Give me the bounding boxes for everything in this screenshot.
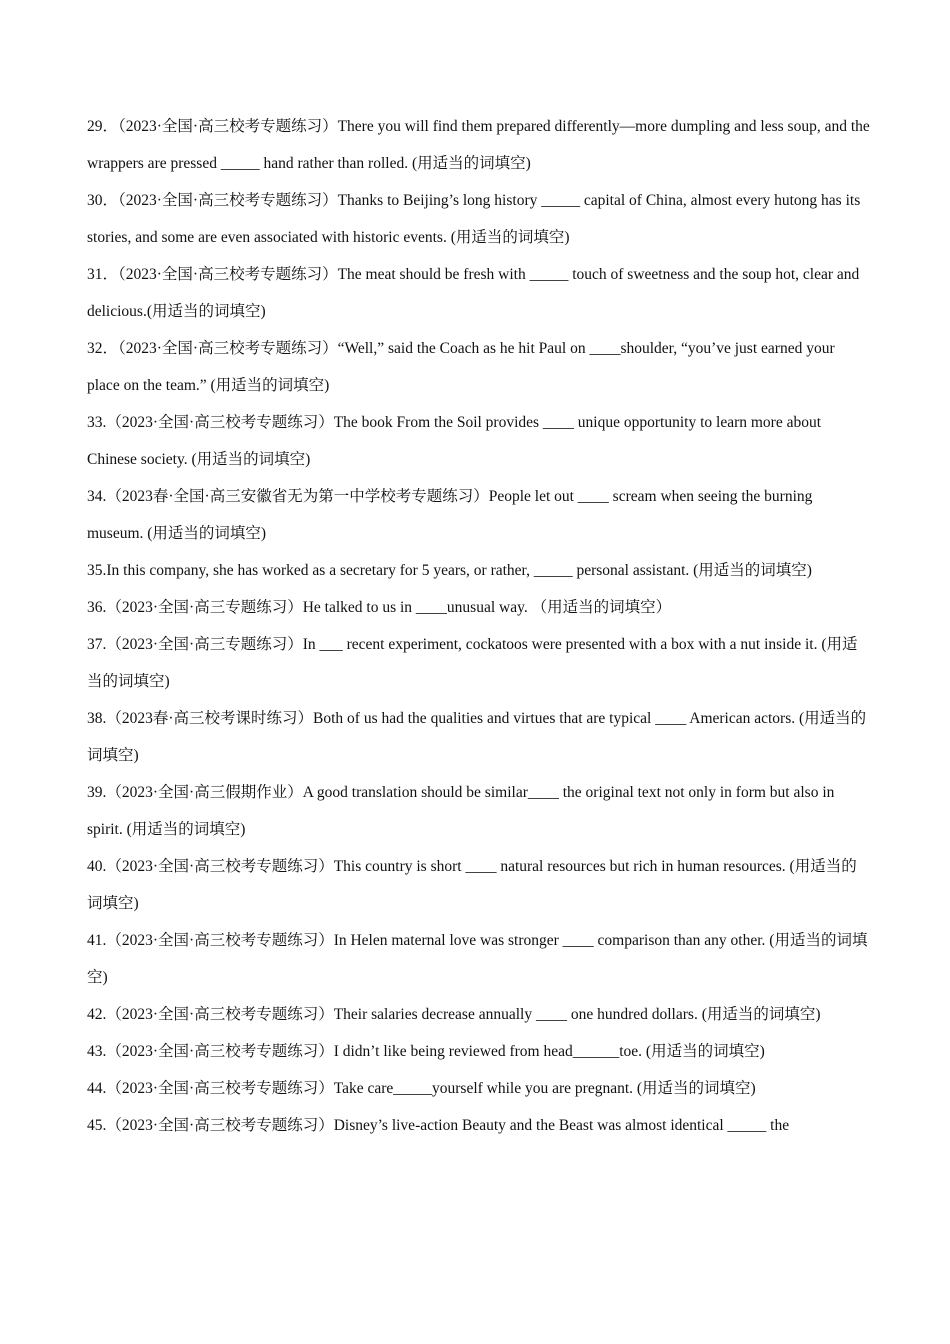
question-text: （2023春·全国·高三安徽省无为第一中学校考专题练习）People let out ____ scream when seeing the burning museum. (用适当的词填空): [87, 488, 813, 542]
question-text: （2023·全国·高三专题练习）He talked to us in ____unusual way. （用适当的词填空）: [106, 599, 672, 616]
question-number: 32．: [87, 340, 119, 357]
question-number: 44.: [87, 1080, 107, 1097]
question-item: [87, 700, 870, 774]
question-text: （2023春·高三校考课时练习）Both of us had the qualities and virtues that are typical ____ American actors. (用适当的词填空): [87, 710, 867, 764]
question-item: [87, 330, 870, 404]
question-item: [87, 922, 870, 996]
question-number: 30．: [87, 192, 119, 209]
question-text: （2023·全国·高三校考专题练习）“Well,” said the Coach as he hit Paul on ____shoulder, “you’ve just earned your place on the team.” (用适当的词填空): [87, 340, 835, 394]
question-item: [87, 478, 870, 552]
question-item: [87, 256, 870, 330]
question-number: 29．: [87, 118, 119, 135]
question-text: （2023·全国·高三假期作业）A good translation should be similar____ the original text not only in form but also in spirit. (用适当的词填空): [87, 784, 835, 838]
question-text: （2023·全国·高三校考专题练习）The meat should be fresh with _____ touch of sweetness and the soup hot, clear and delicious.(用适当的词填空): [87, 266, 860, 320]
question-number: 35.: [87, 562, 107, 579]
question-number: 36.: [87, 599, 107, 616]
question-text: （2023·全国·高三校考专题练习）There you will find them prepared differently—more dumpling and less soup, and the wrappers are pressed _____ hand rather than rolled. (用适当的词填空): [87, 118, 870, 172]
question-number: 33.: [87, 414, 107, 431]
question-item: [87, 1033, 870, 1070]
question-text: （2023·全国·高三校考专题练习）The book From the Soil provides ____ unique opportunity to learn more about Chinese society. (用适当的词填空): [87, 414, 822, 468]
question-number: 39.: [87, 784, 107, 801]
question-item: [87, 182, 870, 256]
question-text: （2023·全国·高三校考专题练习）In Helen maternal love was stronger ____ comparison than any other. (用适当的词填空): [87, 932, 868, 986]
question-number: 42.: [87, 1006, 107, 1023]
question-item: [87, 108, 870, 182]
question-number: 38.: [87, 710, 107, 727]
question-text: （2023·全国·高三校考专题练习）I didn’t like being reviewed from head______toe. (用适当的词填空): [106, 1043, 765, 1060]
question-number: 45.: [87, 1117, 107, 1134]
question-item: [87, 589, 870, 626]
question-text: （2023·全国·高三校考专题练习）This country is short ____ natural resources but rich in human resources. (用适当的词填空): [87, 858, 857, 912]
question-number: 34.: [87, 488, 107, 505]
question-item: [87, 552, 870, 589]
question-number: 37.: [87, 636, 107, 653]
question-number: 31．: [87, 266, 119, 283]
question-text: （2023·全国·高三校考专题练习）Their salaries decrease annually ____ one hundred dollars. (用适当的词填空): [106, 1006, 821, 1023]
question-item: [87, 774, 870, 848]
question-text: （2023·全国·高三校考专题练习）Take care_____yourself while you are pregnant. (用适当的词填空): [106, 1080, 756, 1097]
question-text: （2023·全国·高三校考专题练习）Thanks to Beijing’s long history _____ capital of China, almost every hutong has its stories, and some are even associated with historic events. (用适当的词填空): [87, 192, 861, 246]
question-number: 40.: [87, 858, 107, 875]
question-number: 41.: [87, 932, 107, 949]
question-item: [87, 1070, 870, 1107]
question-text: （2023·全国·高三校考专题练习）Disney’s live-action Beauty and the Beast was almost identical _____ the: [106, 1117, 790, 1134]
question-text: In this company, she has worked as a secretary for 5 years, or rather, _____ personal assistant. (用适当的词填空): [106, 562, 812, 579]
question-item: [87, 1107, 870, 1144]
question-item: [87, 626, 870, 700]
question-item: [87, 996, 870, 1033]
question-item: [87, 404, 870, 478]
question-number: 43.: [87, 1043, 107, 1060]
question-item: [87, 848, 870, 922]
question-text: （2023·全国·高三专题练习）In ___ recent experiment, cockatoos were presented with a box with a nut inside it. (用适当的词填空): [87, 636, 858, 690]
question-list: [87, 108, 870, 1144]
